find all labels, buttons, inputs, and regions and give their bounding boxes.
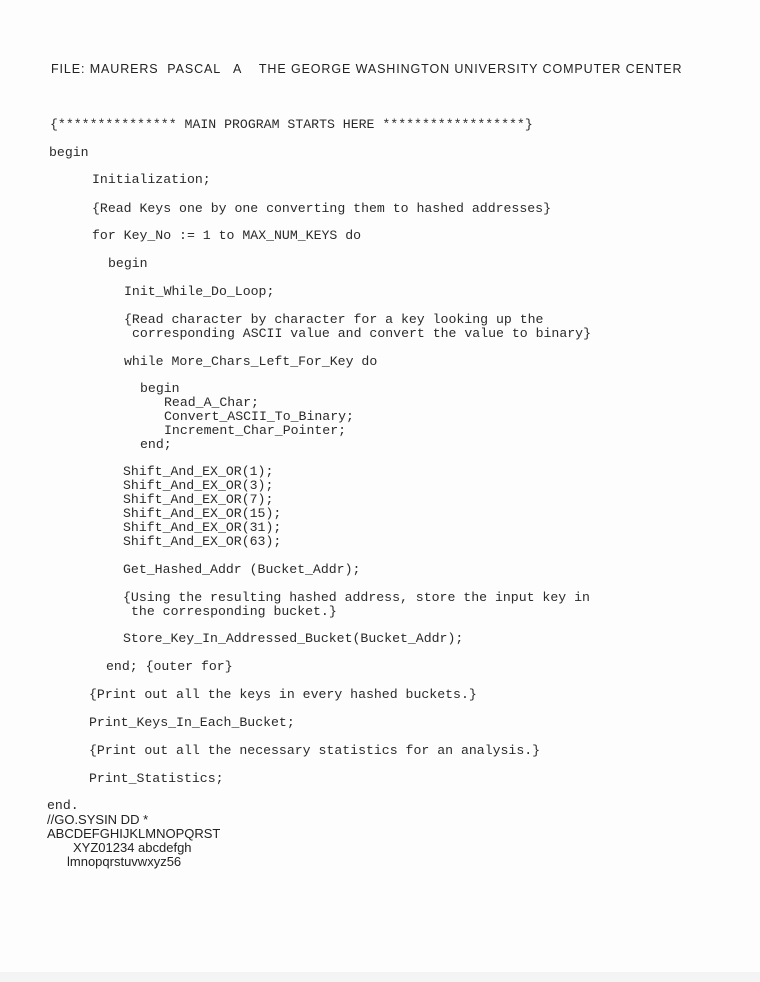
file-header: FILE: MAURERS PASCAL A THE GEORGE WASHINGTON UNIVERSITY COMPUTER CENTER <box>51 62 683 76</box>
page-bottom-edge <box>0 972 760 982</box>
code-line-for-loop: for Key_No := 1 to MAX_NUM_KEYS do <box>92 228 362 243</box>
code-line-store-comment-2: the corresponding bucket.} <box>131 604 337 619</box>
code-line-store-key: Store_Key_In_Addressed_Bucket(Bucket_Addr); <box>123 631 464 646</box>
code-line-shift-31: Shift_And_EX_OR(31); <box>123 520 282 535</box>
code-line-init-while: Init_While_Do_Loop; <box>124 284 275 299</box>
code-line-shift-3: Shift_And_EX_OR(3); <box>123 478 274 493</box>
code-line-get-hashed-addr: Get_Hashed_Addr (Bucket_Addr); <box>123 562 361 577</box>
code-line-shift-63: Shift_And_EX_OR(63); <box>123 534 282 549</box>
code-line-shift-1: Shift_And_EX_OR(1); <box>123 464 274 479</box>
code-line-store-comment-1: {Using the resulting hashed address, store the input key in <box>123 590 590 605</box>
data-line-mixed: XYZ01234 abcdefgh <box>73 840 192 855</box>
code-line-convert-ascii: Convert_ASCII_To_Binary; <box>164 409 354 424</box>
data-line-uppercase: ABCDEFGHIJKLMNOPQRST <box>47 826 221 841</box>
data-line-lowercase: lmnopqrstuvwxyz56 <box>67 854 182 869</box>
code-line-while: while More_Chars_Left_For_Key do <box>124 354 378 369</box>
data-line-sysin: //GO.SYSIN DD * <box>47 812 149 827</box>
code-line-begin-inner: begin <box>140 381 180 396</box>
code-line-print-keys: Print_Keys_In_Each_Bucket; <box>89 715 295 730</box>
code-line-begin-outer: begin <box>108 256 148 271</box>
code-line-print-stats: Print_Statistics; <box>89 771 224 786</box>
code-line-read-a-char: Read_A_Char; <box>164 395 259 410</box>
code-line-shift-7: Shift_And_EX_OR(7); <box>123 492 274 507</box>
code-line-main-comment: {*************** MAIN PROGRAM STARTS HERE ******************} <box>50 117 533 132</box>
code-line-begin: begin <box>49 145 89 160</box>
code-line-read-char-comment-1: {Read character by character for a key looking up the <box>124 312 544 327</box>
code-line-end-inner: end; <box>140 437 172 452</box>
code-line-read-char-comment-2: corresponding ASCII value and convert the value to binary} <box>132 326 591 341</box>
code-line-print-keys-comment: {Print out all the keys in every hashed buckets.} <box>89 687 477 702</box>
code-line-read-keys-comment: {Read Keys one by one converting them to hashed addresses} <box>92 201 551 216</box>
code-line-shift-15: Shift_And_EX_OR(15); <box>123 506 282 521</box>
code-line-initialization: Initialization; <box>92 172 211 187</box>
code-line-end-outer-for: end; {outer for} <box>106 659 233 674</box>
code-line-print-stats-comment: {Print out all the necessary statistics for an analysis.} <box>89 743 541 758</box>
code-line-end-program: end. <box>47 798 79 813</box>
code-line-increment-pointer: Increment_Char_Pointer; <box>164 423 347 438</box>
